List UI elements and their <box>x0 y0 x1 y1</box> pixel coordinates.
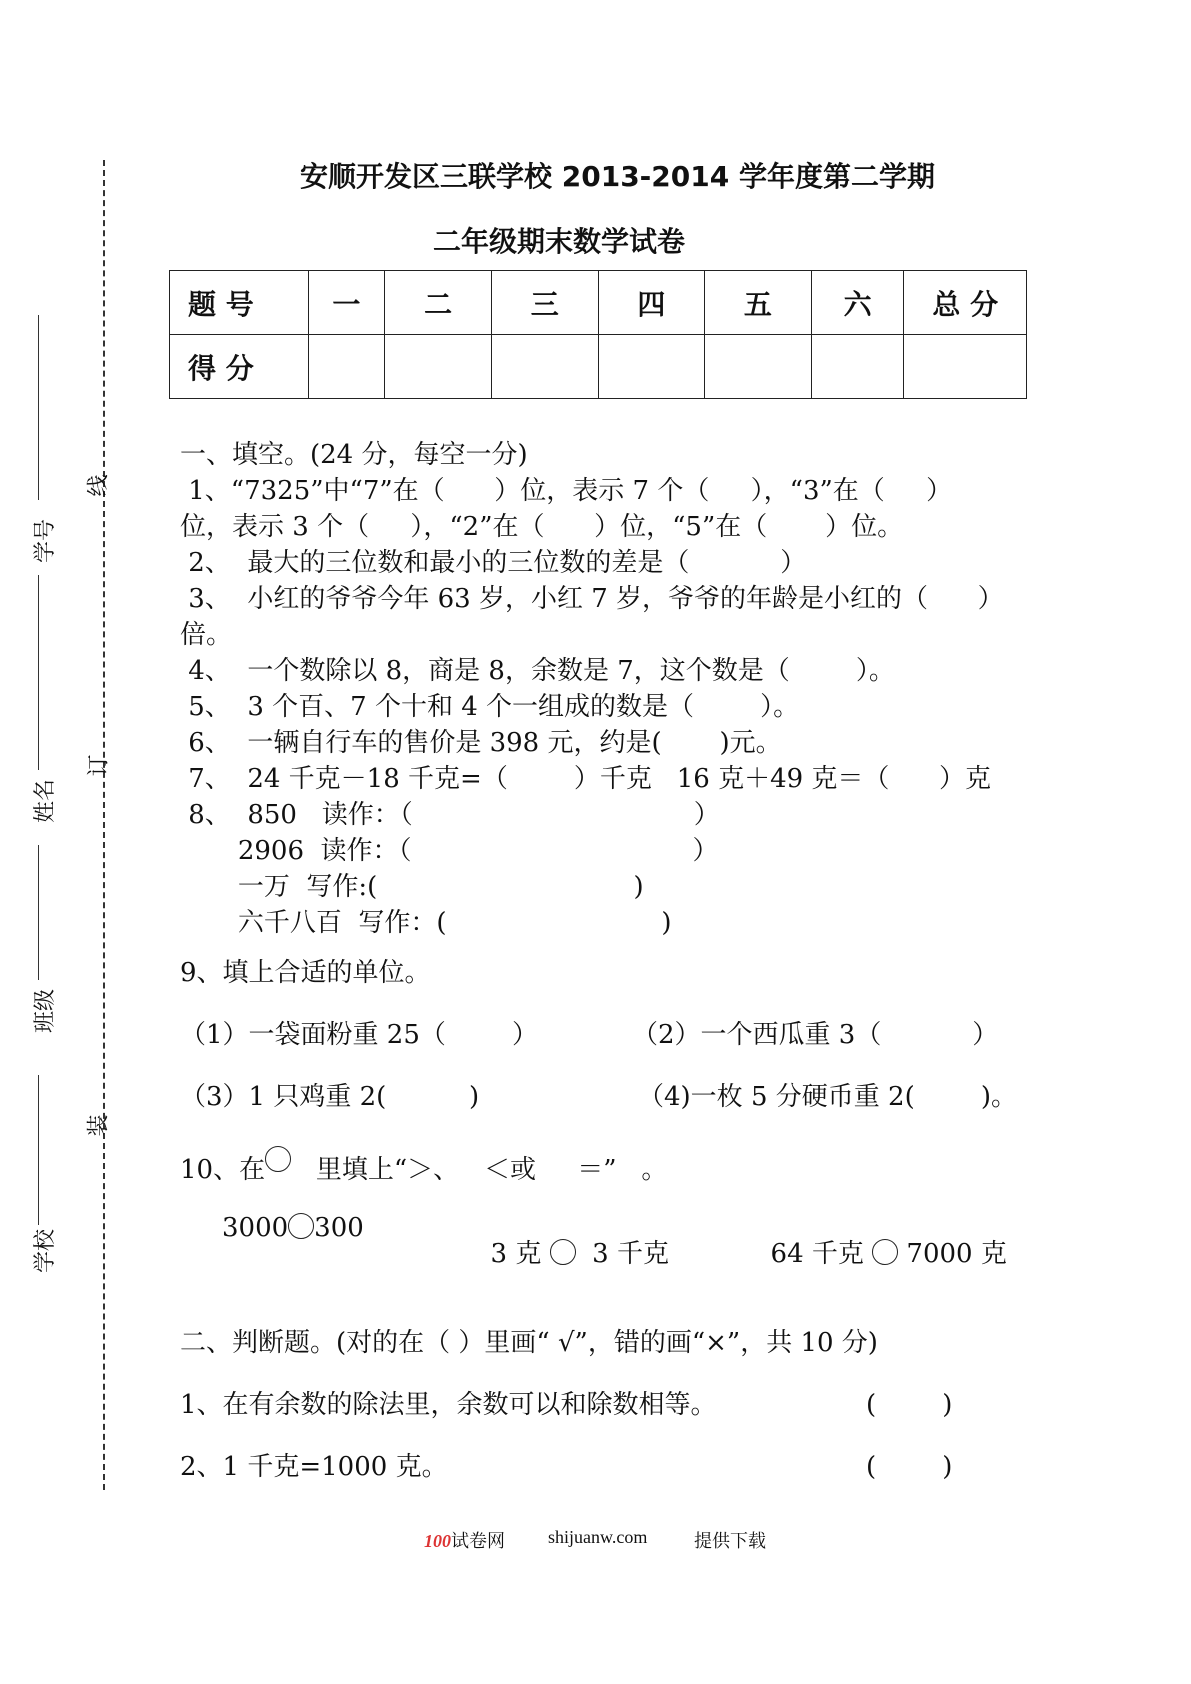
question-line: 位，表示 3 个（ ），“2”在（ ）位，“5”在（ ）位。 <box>180 512 904 542</box>
compare-circle-blank[interactable] <box>288 1213 314 1239</box>
score-header-cell: 总 分 <box>904 271 1027 335</box>
question-line: 一万 写作:( ) <box>180 872 644 902</box>
footer-site: shijuanw.com <box>548 1527 648 1547</box>
score-row-label: 得 分 <box>170 335 309 399</box>
score-input-cell[interactable] <box>811 335 904 399</box>
question-line: 1、“7325”中“7”在（ ）位，表示 7 个（ ），“3”在（ ） <box>180 476 953 506</box>
q9-item: （4)一枚 5 分硬币重 2( )。 <box>638 1082 1017 1112</box>
exam-title-line1: 安顺开发区三联学校 2013-2014 学年度第二学期 <box>300 160 935 193</box>
fold-mark-staple: 订 <box>86 754 112 777</box>
section2-heading: 二、判断题。(对的在（ ）里画“ √”，错的画“×”，共 10 分) <box>180 1328 878 1358</box>
judge-answer-blank[interactable]: ( ) <box>866 1452 953 1482</box>
judge-answer-blank[interactable]: ( ) <box>866 1390 953 1420</box>
question-line: 8、 850 读作：（ ） <box>180 800 720 830</box>
class-line <box>38 845 39 980</box>
judge-item-text: 2、1 千克=1000 克。 <box>180 1452 448 1482</box>
score-input-cell[interactable] <box>308 335 385 399</box>
compare-right: 3 千克 <box>592 1239 669 1269</box>
score-header-cell: 六 <box>811 271 904 335</box>
question-line: 6、 一辆自行车的售价是 398 元，约是( )元。 <box>180 728 782 758</box>
section1-heading: 一、填空。(24 分，每空一分) <box>180 440 528 470</box>
score-header-cell: 题 号 <box>170 271 309 335</box>
q10-suffix: 里填上“＞、 ＜或 ＝” 。 <box>291 1155 668 1185</box>
question-line: 5、 3 个百、7 个十和 4 个一组成的数是（ ）。 <box>180 692 800 722</box>
q9-heading: 9、填上合适的单位。 <box>180 958 431 988</box>
score-input-cell[interactable] <box>385 335 492 399</box>
student-id-label: 学号 <box>33 518 59 564</box>
q10-compare-item <box>222 1213 364 1241</box>
question-line: 倍。 <box>180 620 233 650</box>
question-line: 7、 24 千克－18 千克=（ ）千克 16 克＋49 克＝（ ）克 <box>180 764 992 794</box>
q9-item: （2）一个西瓜重 3（ ） <box>632 1020 999 1050</box>
compare-right: 7000 克 <box>906 1239 1007 1269</box>
question-line: 2、 最大的三位数和最小的三位数的差是（ ） <box>180 548 807 578</box>
score-input-cell[interactable] <box>598 335 705 399</box>
score-header-cell: 二 <box>385 271 492 335</box>
score-table <box>169 270 1027 399</box>
fold-mark-line: 线 <box>86 474 112 497</box>
compare-left: 3 克 <box>490 1239 542 1269</box>
school-label: 学校 <box>33 1228 59 1274</box>
score-table-header-row <box>170 271 1027 335</box>
fold-mark-bind: 装 <box>86 1114 112 1137</box>
student-id-line <box>38 315 39 500</box>
logo-text: 试卷网 <box>451 1531 505 1551</box>
score-table-score-row <box>170 335 1027 399</box>
question-line: 2906 读作：（ ） <box>180 836 719 866</box>
score-header-cell: 三 <box>491 271 598 335</box>
name-label: 姓名 <box>33 778 59 824</box>
q9-item: （3）1 只鸡重 2( ) <box>180 1082 480 1112</box>
footer-note: 提供下载 <box>694 1531 766 1551</box>
score-header-cell: 五 <box>705 271 812 335</box>
compare-left: 64 千克 <box>770 1239 864 1269</box>
question-line: 六千八百 写作：( ) <box>180 908 672 938</box>
score-input-cell[interactable] <box>904 335 1027 399</box>
q9-item: （1）一袋面粉重 25（ ） <box>180 1020 539 1050</box>
score-header-cell: 四 <box>598 271 705 335</box>
question-line: 3、 小红的爷爷今年 63 岁，小红 7 岁，爷爷的年龄是小红的（ ） <box>180 584 1004 614</box>
footer-logo <box>424 1527 505 1553</box>
compare-circle-blank[interactable] <box>550 1239 576 1265</box>
name-line <box>38 575 39 770</box>
logo-number: 100 <box>424 1531 451 1551</box>
class-label: 班级 <box>33 988 59 1034</box>
score-input-cell[interactable] <box>491 335 598 399</box>
compare-left: 3000 <box>222 1213 289 1243</box>
q10-compare-item <box>754 1213 1007 1267</box>
q10-compare-item <box>474 1213 669 1267</box>
school-line <box>38 1075 39 1225</box>
exam-title-line2: 二年级期末数学试卷 <box>433 225 686 258</box>
q10-instruction <box>180 1146 667 1183</box>
circle-icon <box>265 1146 291 1172</box>
score-header-cell: 一 <box>308 271 385 335</box>
question-line: 4、 一个数除以 8，商是 8，余数是 7，这个数是（ ）。 <box>180 656 895 686</box>
compare-circle-blank[interactable] <box>872 1239 898 1265</box>
compare-right: 300 <box>314 1213 364 1243</box>
q10-prefix: 10、在 <box>180 1155 266 1185</box>
score-input-cell[interactable] <box>705 335 812 399</box>
binding-dashed-line <box>103 160 105 1490</box>
judge-item-text: 1、在有余数的除法里，余数可以和除数相等。 <box>180 1390 717 1420</box>
